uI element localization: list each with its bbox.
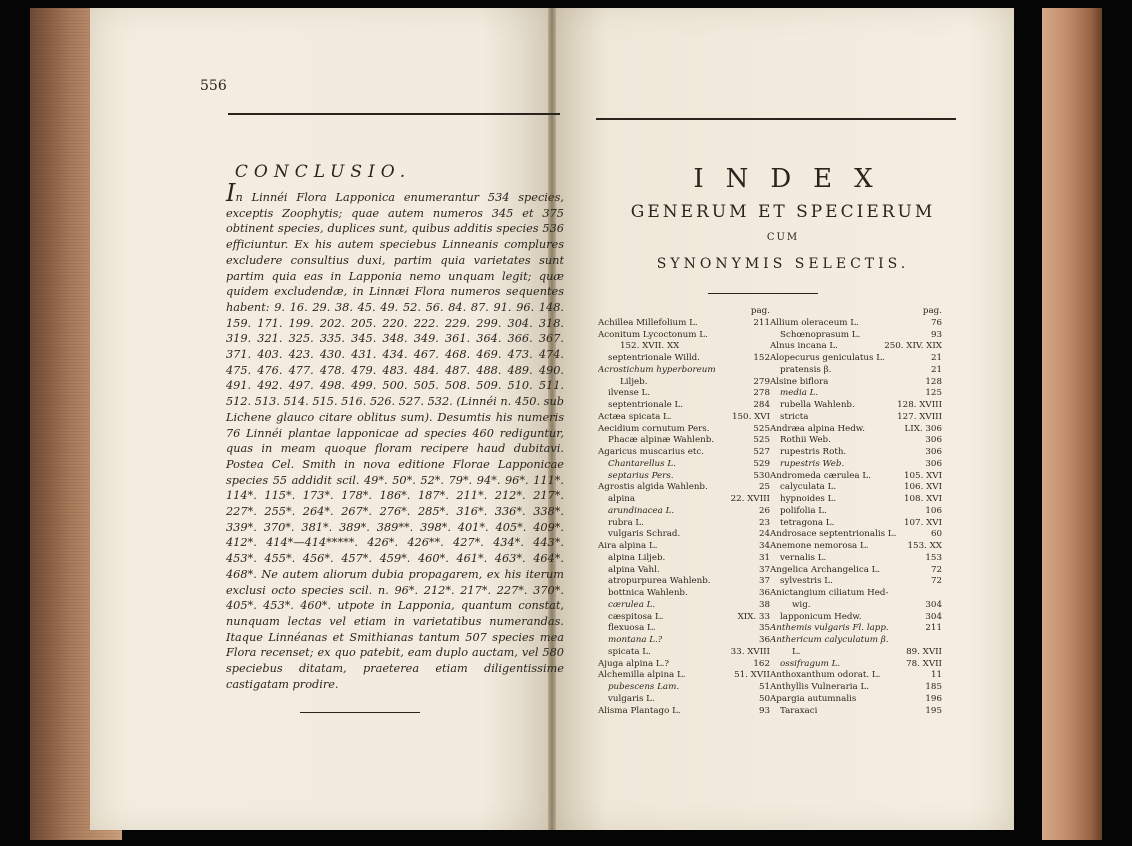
entry-name: Aecidium cornutum Pers. — [598, 423, 710, 434]
index-entry — [770, 706, 942, 718]
entry-page: 108. XVI — [904, 494, 942, 504]
index-entry — [770, 541, 942, 553]
index-entry — [598, 576, 770, 588]
index-entry — [598, 353, 770, 365]
index-entry — [770, 388, 942, 400]
entry-page: 525 — [753, 423, 770, 434]
entry-name: cæspitosa L. — [608, 611, 664, 622]
entry-name: Anthyllis Vulneraria L. — [770, 682, 869, 692]
entry-name: Angelica Archangelica L. — [770, 564, 881, 575]
entry-page: 31 — [758, 552, 770, 563]
entry-name: lapponicum Hedw. — [780, 611, 862, 622]
entry-page: 25 — [758, 482, 770, 493]
index-subtitle-cum: CUM — [766, 232, 800, 243]
entry-page: 525 — [753, 435, 770, 446]
index-entry — [770, 670, 942, 682]
index-entry — [598, 659, 770, 671]
entry-page: 127. XVIII — [897, 411, 942, 422]
entry-name: Schœnoprasum L. — [780, 329, 861, 340]
index-entry — [598, 506, 770, 518]
header-rule — [228, 113, 560, 115]
entry-page: 211 — [925, 623, 942, 634]
entry-page: 72 — [930, 564, 942, 575]
pag-label: pag. — [750, 306, 770, 316]
entry-page: LIX. 306 — [904, 423, 942, 434]
book-edge-right — [1042, 8, 1102, 840]
index-entry — [770, 565, 942, 577]
title-rule — [708, 293, 818, 294]
index-entry — [770, 623, 942, 635]
index-entry — [598, 670, 770, 682]
entry-page: 51. XVII — [734, 670, 770, 681]
index-entry — [598, 412, 770, 424]
index-entry — [770, 506, 942, 518]
entry-page: 152 — [753, 353, 770, 363]
index-column-a — [598, 306, 770, 717]
index-entry — [598, 471, 770, 483]
entry-name: Ajuga alpina L.? — [598, 658, 670, 669]
entry-page: 37 — [758, 576, 770, 587]
index-entry — [598, 553, 770, 565]
entry-page: 107. XVI — [904, 517, 942, 528]
entry-page: 529 — [753, 458, 770, 469]
index-entry — [770, 471, 942, 483]
index-entry — [770, 318, 942, 330]
entry-page: 36 — [758, 635, 770, 645]
entry-name: rupestris Web. — [780, 458, 845, 469]
entry-page: 153. XX — [907, 541, 942, 551]
entry-page: 278 — [753, 388, 770, 399]
index-entry — [598, 612, 770, 624]
entry-name: ilvense L. — [608, 388, 651, 399]
entry-name: Alsine biflora — [770, 376, 829, 387]
index-entry — [598, 541, 770, 553]
index-entry — [770, 424, 942, 436]
entry-page: 23 — [758, 517, 770, 528]
entry-page: 304 — [925, 611, 942, 622]
entry-name: tetragona L. — [780, 517, 835, 528]
index-entry — [770, 612, 942, 624]
entry-name: Chantarellus L. — [608, 458, 676, 469]
entry-page: 26 — [758, 505, 770, 516]
entry-page: 35 — [758, 623, 770, 634]
entry-name: bottnica Wahlenb. — [608, 588, 688, 598]
entry-name: septentrionale Willd. — [608, 353, 700, 363]
pag-label: pag. — [922, 306, 942, 316]
entry-page: 51 — [758, 682, 770, 692]
entry-name: Anthoxanthum odorat. L. — [770, 670, 881, 681]
index-entry — [770, 576, 942, 588]
index-title: INDEX — [693, 164, 895, 194]
index-entry — [598, 459, 770, 471]
entry-page: 185 — [925, 682, 942, 692]
body-text — [226, 179, 564, 693]
index-entry — [770, 412, 942, 424]
entry-name: hypnoides L. — [780, 494, 837, 504]
entry-page: 36 — [758, 588, 770, 598]
entry-name: rubella Wahlenb. — [780, 400, 855, 410]
index-entry — [598, 400, 770, 412]
entry-name: Liljeb. — [620, 376, 648, 387]
entry-name: Alchemilla alpina L. — [598, 670, 686, 681]
entry-page: 128 — [925, 376, 942, 387]
entry-page: 125 — [925, 388, 942, 399]
index-entry — [770, 365, 942, 377]
entry-page — [939, 588, 942, 600]
index-entry — [770, 553, 942, 565]
entry-name: vulgaris L. — [608, 693, 655, 704]
entry-name: spicata L. — [608, 646, 651, 657]
entry-page: 60 — [930, 529, 942, 540]
entry-name: Aira alpina L. — [598, 541, 658, 551]
entry-page: 306 — [925, 447, 942, 457]
page-heading: CONCLUSIO. — [234, 162, 412, 182]
entry-name: 152. XVII. XX — [620, 341, 680, 352]
entry-name: cærulea L. — [608, 599, 656, 610]
index-entry — [770, 635, 942, 647]
index-subtitle-synonyms: SYNONYMIS SELECTIS. — [656, 256, 910, 272]
index-column-b — [770, 306, 942, 717]
entry-page: 89. XVII — [906, 646, 942, 657]
index-entry — [770, 529, 942, 541]
index-entry — [770, 482, 942, 494]
entry-name: rubra L. — [608, 517, 644, 528]
entry-page: XIX. 33 — [737, 611, 770, 622]
entry-page: 306 — [925, 458, 942, 469]
index-subtitle: GENERUM ET SPECIERUM — [630, 202, 936, 222]
entry-page: 250. XIV. XIX — [884, 341, 942, 352]
entry-name: Anemone nemorosa L. — [770, 541, 869, 551]
index-entry — [598, 377, 770, 389]
entry-page: 24 — [758, 529, 770, 540]
closing-rule — [300, 712, 420, 713]
entry-name: atropurpurea Wahlenb. — [608, 576, 711, 587]
entry-name: Alopecurus geniculatus L. — [770, 353, 885, 363]
entry-page: 211 — [753, 317, 770, 328]
entry-page: 162 — [753, 658, 770, 669]
index-entry — [770, 341, 942, 353]
entry-page: 527 — [753, 447, 770, 457]
index-entry — [598, 529, 770, 541]
entry-page: 128. XVIII — [897, 400, 942, 410]
entry-name: Agrostis algida Wahlenb. — [598, 482, 708, 493]
entry-name: pratensis β. — [780, 364, 832, 375]
entry-page: 93 — [930, 329, 942, 340]
entry-page: 38 — [758, 599, 770, 610]
entry-name: flexuosa L. — [608, 623, 656, 634]
entry-page: 72 — [930, 576, 942, 587]
entry-name: Andræa alpina Hedw. — [770, 423, 865, 434]
entry-page: 21 — [930, 364, 942, 375]
entry-name: montana L.? — [608, 635, 663, 645]
entry-name: calyculata L. — [780, 482, 837, 493]
entry-page: 34 — [758, 541, 770, 551]
entry-name: alpina Vahl. — [608, 564, 660, 575]
index-entry — [770, 682, 942, 694]
entry-name: alpina — [608, 494, 636, 504]
entry-name: wig. — [792, 599, 811, 610]
index-entry — [770, 459, 942, 471]
index-entry — [598, 565, 770, 577]
index-entry — [770, 435, 942, 447]
entry-name: Actæa spicata L. — [598, 411, 672, 422]
entry-page — [939, 635, 942, 647]
entry-page: 530 — [753, 470, 770, 481]
entry-name: media L. — [780, 388, 819, 399]
index-entry — [770, 588, 942, 600]
entry-page: 304 — [925, 599, 942, 610]
entry-name: pubescens Lam. — [608, 682, 680, 692]
index-entry — [598, 341, 770, 353]
entry-name: Apargia autumnalis — [770, 693, 857, 704]
index-entry — [598, 518, 770, 530]
entry-name: Phacæ alpinæ Wahlenb. — [608, 435, 715, 446]
index-entry — [770, 694, 942, 706]
entry-name: Aconitum Lycoctonum L. — [598, 329, 708, 340]
entry-page: 106. XVI — [904, 482, 942, 493]
entry-name: Acrostichum hyperboreum — [598, 364, 716, 375]
index-entry — [770, 400, 942, 412]
entry-name: sylvestris L. — [780, 576, 833, 587]
index-entry — [598, 330, 770, 342]
index-entry — [770, 518, 942, 530]
index-entry — [770, 353, 942, 365]
entry-page: 153 — [925, 552, 942, 563]
entry-page: 21 — [930, 353, 942, 363]
index-entry — [598, 623, 770, 635]
index-entry — [598, 482, 770, 494]
index-entry — [598, 435, 770, 447]
index-entry — [598, 494, 770, 506]
entry-name: Alisma Plantago L. — [598, 705, 681, 716]
entry-page: 279 — [753, 376, 770, 387]
entry-name: Alnus incana L. — [770, 341, 838, 352]
entry-name: Anictangium ciliatum Hed- — [770, 588, 889, 598]
entry-name: vernalis L. — [780, 552, 827, 563]
index-entry — [598, 635, 770, 647]
entry-name: ossifragum L. — [780, 658, 841, 669]
index-entry — [598, 424, 770, 436]
entry-name: polifolia L. — [780, 505, 827, 516]
entry-page: 33. XVIII — [730, 646, 770, 657]
index-entry — [770, 447, 942, 459]
index-entry — [770, 377, 942, 389]
index-entry — [598, 706, 770, 718]
entry-name: stricta — [780, 411, 809, 422]
drop-cap: I — [226, 179, 236, 207]
index-entry — [770, 330, 942, 342]
entry-name: Androsace septentrionalis L. — [770, 529, 897, 540]
entry-page: 284 — [753, 400, 770, 410]
entry-name: rupestris Roth. — [780, 447, 847, 457]
entry-page: 195 — [925, 705, 942, 716]
entry-page: 306 — [925, 435, 942, 446]
entry-name: Achillea Millefolium L. — [598, 317, 698, 328]
entry-name: Taraxaci — [780, 705, 818, 716]
entry-name: Rothii Web. — [780, 435, 831, 446]
index-entry — [770, 494, 942, 506]
entry-page: 93 — [758, 705, 770, 716]
entry-name: alpina Liljeb. — [608, 552, 666, 563]
header-rule-right — [596, 118, 956, 120]
index-entry — [598, 694, 770, 706]
entry-page: 196 — [925, 693, 942, 704]
entry-page: 76 — [930, 317, 942, 328]
entry-name: septarius Pers. — [608, 470, 674, 481]
entry-name: Andromeda cærulea L. — [770, 470, 871, 481]
index-entry — [598, 682, 770, 694]
entry-name: septentrionale L. — [608, 400, 684, 410]
entry-page: 11 — [930, 670, 942, 681]
entry-page: 22. XVIII — [730, 494, 770, 504]
entry-page: 50 — [758, 693, 770, 704]
index-entry — [770, 659, 942, 671]
index-entry — [598, 388, 770, 400]
entry-name: Anthemis vulgaris Fl. lapp. — [770, 623, 889, 634]
index-entry — [598, 365, 770, 377]
entry-name: L. — [792, 646, 801, 657]
index-entry — [598, 588, 770, 600]
entry-page: 37 — [758, 564, 770, 575]
index-entry — [598, 647, 770, 659]
index-entry — [598, 447, 770, 459]
entry-name: Anthericum calyculatum β. — [770, 635, 889, 645]
entry-name: Allium oleraceum L. — [770, 317, 859, 328]
index-entry — [770, 600, 942, 612]
paragraph: n Linnéi Flora Lapponica enumerantur 534 species, exceptis Zoophytis; quae autem numeros 345 et 375 obtinent species, duplices sunt, quibus additis species 536 efficiuntur. Ex his autem speciebus Linneanis complures excludere consultius duxi, partim quia varietates sunt partim quia eas in Lapponia nemo unquam legit; quæ quidem excludendæ, in Linnæi Flora numeros sequentes habent: 9. 16. 29. 38. 45. 49. 52. 56. 84. 87. 91. 96. 148. 159. 171. 199. 202. 205. 220. 222. 229. 299. 304. 318. 319. 321. 325. 335. 345. 348. 349. 361. 364. 366. 367. 371. 403. 423. 430. 431. 434. 467. 468. 469. 473. 474. 475. 476. 477. 478. 479. 483. 484. 487. 488. 489. 490. 491. 492. 497. 498. 499. 500. 505. 508. 509. 510. 511. 512. 513. 514. 515. 516. 526. 527. 532. (Linnéi n. 450. sub Lichene glauco citare oblitus sum). Desumtis his numeris 76 Linnéi plantae lapponicae ad species 460 rediguntur, quas in meam quoque floram recipere haud dubitavi. Postea Cel. Smith in nova editione Florae Lapponicae species 55 addidit scil. 49*. 50*. 52*. 79*. 94*. 96*. 111*. 114*. 115*. 173*. 178*. 186*. 187*. 211*. 212*. 217*. 227*. 255*. 264*. 267*. 276*. 285*. 316*. 336*. 338*. 339*. 370*. 381*. 389*. 389**. 398*. 401*. 405*. 409*. 412*. 414*—414*****. 426*. 426**. 427*. 434*. 443*. 453*. 455*. 456*. 457*. 459*. 460*. 461*. 463*. 464*. 468*. Ne autem aliorum dubia propagarem, ex his iterum exclusi octo species scil. n. 96*. 212*. 217*. 227*. 370*. 405*. 453*. 460*. utpote in Lapponia, quantum constat, nunquam lectas vel etiam in varietatibus numerandas. Itaque Linnéanas et Smithianas tantum 507 species mea Flora recenset; ex quo patebit, eam duplo auctam, vel 580 speciebus ditatam, praeterea etiam diligentissime castigatam prodire. — [226, 191, 564, 691]
entry-name: Agaricus muscarius etc. — [598, 447, 704, 457]
entry-name: vulgaris Schrad. — [608, 529, 681, 540]
entry-page: 106 — [925, 505, 942, 516]
entry-page: 105. XVI — [904, 470, 942, 481]
page-number: 556 — [200, 78, 227, 94]
entry-page: 78. XVII — [906, 658, 942, 669]
index-entry — [598, 318, 770, 330]
index-entry — [770, 647, 942, 659]
index-entry — [598, 600, 770, 612]
entry-name: arundinacea L. — [608, 505, 675, 516]
entry-page: 150. XVI — [732, 411, 770, 422]
